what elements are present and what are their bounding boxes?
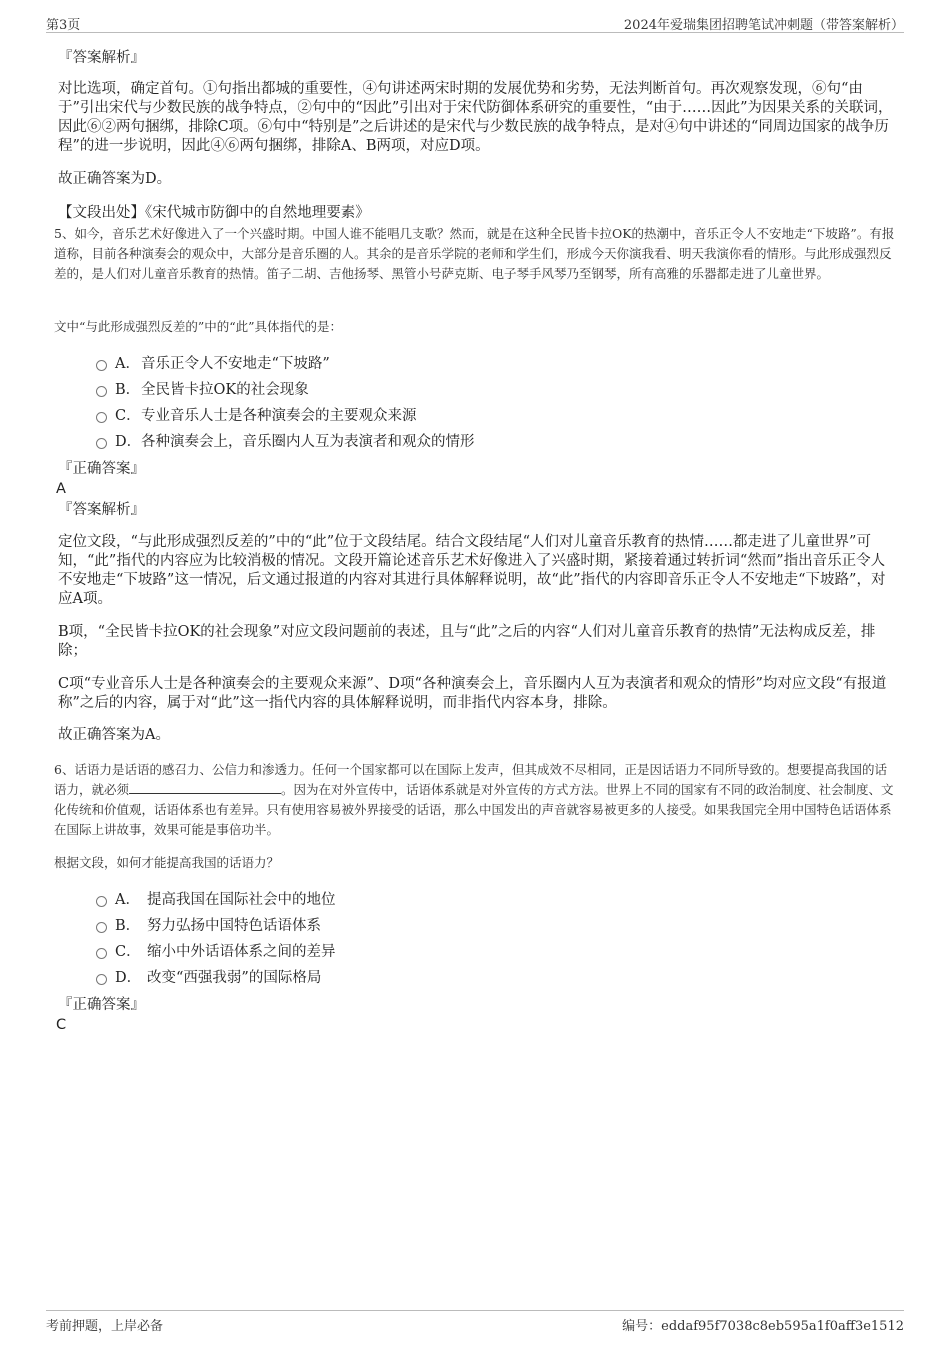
footer-slogan: 考前押题，上岸必备	[46, 1319, 164, 1334]
q5-analysis-p1: 定位文段，“与此形成强烈反差的”中的“此”位于文段结尾。结合文段结尾“人们对儿童音乐教育的热情……都走进了儿童世界”可知，“此”指代的内容应为比较消极的情况。文段开篇论述音乐艺术好像进入了兴盛时期，紧接着通过转折词“然而”指出音乐正令人不安地走“下坡路”这一情况，后文通过报道的内容对其进行具体解释说明，故“此”指代的内容即音乐正令人不安地走“下坡路”，对应A项。	[58, 534, 886, 607]
q4-source: 【文段出处】《宋代城市防御中的自然地理要素》	[58, 205, 370, 221]
q5-conclusion: 故正确答案为A。	[58, 727, 170, 743]
radio-icon[interactable]	[96, 922, 107, 933]
page-header	[46, 12, 904, 33]
radio-icon[interactable]	[96, 896, 107, 907]
q5-answer-label: 『正确答案』	[58, 461, 145, 477]
q5-option-a[interactable]: A． 音乐正令人不安地走“下坡路”	[96, 355, 330, 373]
q4-analysis-label: 『答案解析』	[58, 50, 145, 66]
radio-icon[interactable]	[96, 386, 107, 397]
radio-icon[interactable]	[96, 360, 107, 371]
q5-option-b[interactable]: B． 全民皆卡拉OK的社会现象	[96, 381, 309, 399]
q5-passage: 5、如今，音乐艺术好像进入了一个兴盛时期。中国人谁不能唱几支歌？然而，就是在这种全民皆卡拉OK的热潮中，音乐正令人不安地走“下坡路”。有报道称，目前各种演奏会的观众中，大部分是音乐圈的人。其余的是音乐学院的老师和学生们，形成今天你演我看、明天我演你看的情形。与此形成强烈反差的，是人们对儿童音乐教育的热情。笛子二胡、吉他扬琴、黑管小号萨克斯、电子琴手风琴乃至钢琴，所有高雅的乐器都走进了儿童世界。	[54, 226, 895, 281]
q6-option-d[interactable]: D． 改变“西强我弱”的国际格局	[96, 969, 321, 987]
q6-question: 根据文段，如何才能提高我国的话语力？	[54, 855, 280, 870]
q6-option-b[interactable]: B． 努力弘扬中国特色话语体系	[96, 917, 321, 935]
q5-question: 文中“与此形成强烈反差的”中的“此”具体指代的是：	[54, 319, 343, 334]
radio-icon[interactable]	[96, 974, 107, 985]
page-number: 第3页	[46, 18, 81, 33]
q6-option-c[interactable]: C． 缩小中外话语体系之间的差异	[96, 943, 336, 961]
radio-icon[interactable]	[96, 412, 107, 423]
radio-icon[interactable]	[96, 438, 107, 449]
q6-passage: 6、话语力是话语的感召力、公信力和渗透力。任何一个国家都可以在国际上发声，但其成效不尽相同，正是因话语力不同所导致的。想要提高我国的话语力，就必须 。因为在对外宣传中，话语体系就是对外宣传的方式方法。世界上不同的国家有不同的政治制度、社会制度、文化传统和价值观，话语体系也有差异。只有使用容易被外界接受的话语，那么中国发出的声音就容易被更多的人接受。如果我国完全用中国特色话语体系在国际上讲故事，效果可能是事倍功半。	[54, 762, 894, 837]
fill-in-blank	[129, 781, 281, 794]
q5-answer: A	[56, 481, 66, 497]
document-id: 编号：eddaf95f7038c8eb595a1f0aff3e1512	[622, 1319, 904, 1334]
q6-option-a[interactable]: A． 提高我国在国际社会中的地位	[96, 891, 336, 909]
q5-analysis-p3: C项“专业音乐人士是各种演奏会的主要观众来源”、D项“各种演奏会上，音乐圈内人互为表演者和观众的情形”均对应文段“有报道称”之后的内容，属于对“此”这一指代内容的具体解释说明，而非指代内容本身，排除。	[58, 676, 887, 711]
q5-analysis-label: 『答案解析』	[58, 502, 145, 518]
q6-answer: C	[56, 1017, 67, 1033]
document-title: 2024年爱瑞集团招聘笔试冲刺题（带答案解析）	[623, 18, 904, 33]
page-footer	[46, 1310, 904, 1333]
radio-icon[interactable]	[96, 948, 107, 959]
q4-analysis-paragraph: 对比选项，确定首句。①句指出都城的重要性，④句讲述两宋时期的发展优势和劣势，无法判断首句。再次观察发现，⑥句“由于”引出宋代与少数民族的战争特点，②句中的“因此”引出对于宋代防御体系研究的重要性，“由于……因此”为因果关系的关联词，因此⑥②两句捆绑，排除C项。⑥句中“特别是”之后讲述的是宋代与少数民族的战争特点，是对④句中讲述的“同周边国家的战争历程”的进一步说明，因此④⑥两句捆绑，排除A、B两项，对应D项。	[58, 81, 893, 154]
q4-conclusion: 故正确答案为D。	[58, 171, 172, 187]
q5-option-d[interactable]: D． 各种演奏会上，音乐圈内人互为表演者和观众的情形	[96, 433, 475, 451]
q6-answer-label: 『正确答案』	[58, 997, 145, 1013]
q5-analysis-p2: B项，“全民皆卡拉OK的社会现象”对应文段问题前的表述，且与“此”之后的内容“人们对儿童音乐教育的热情”无法构成反差，排除；	[58, 624, 876, 659]
q5-option-c[interactable]: C． 专业音乐人士是各种演奏会的主要观众来源	[96, 407, 417, 425]
